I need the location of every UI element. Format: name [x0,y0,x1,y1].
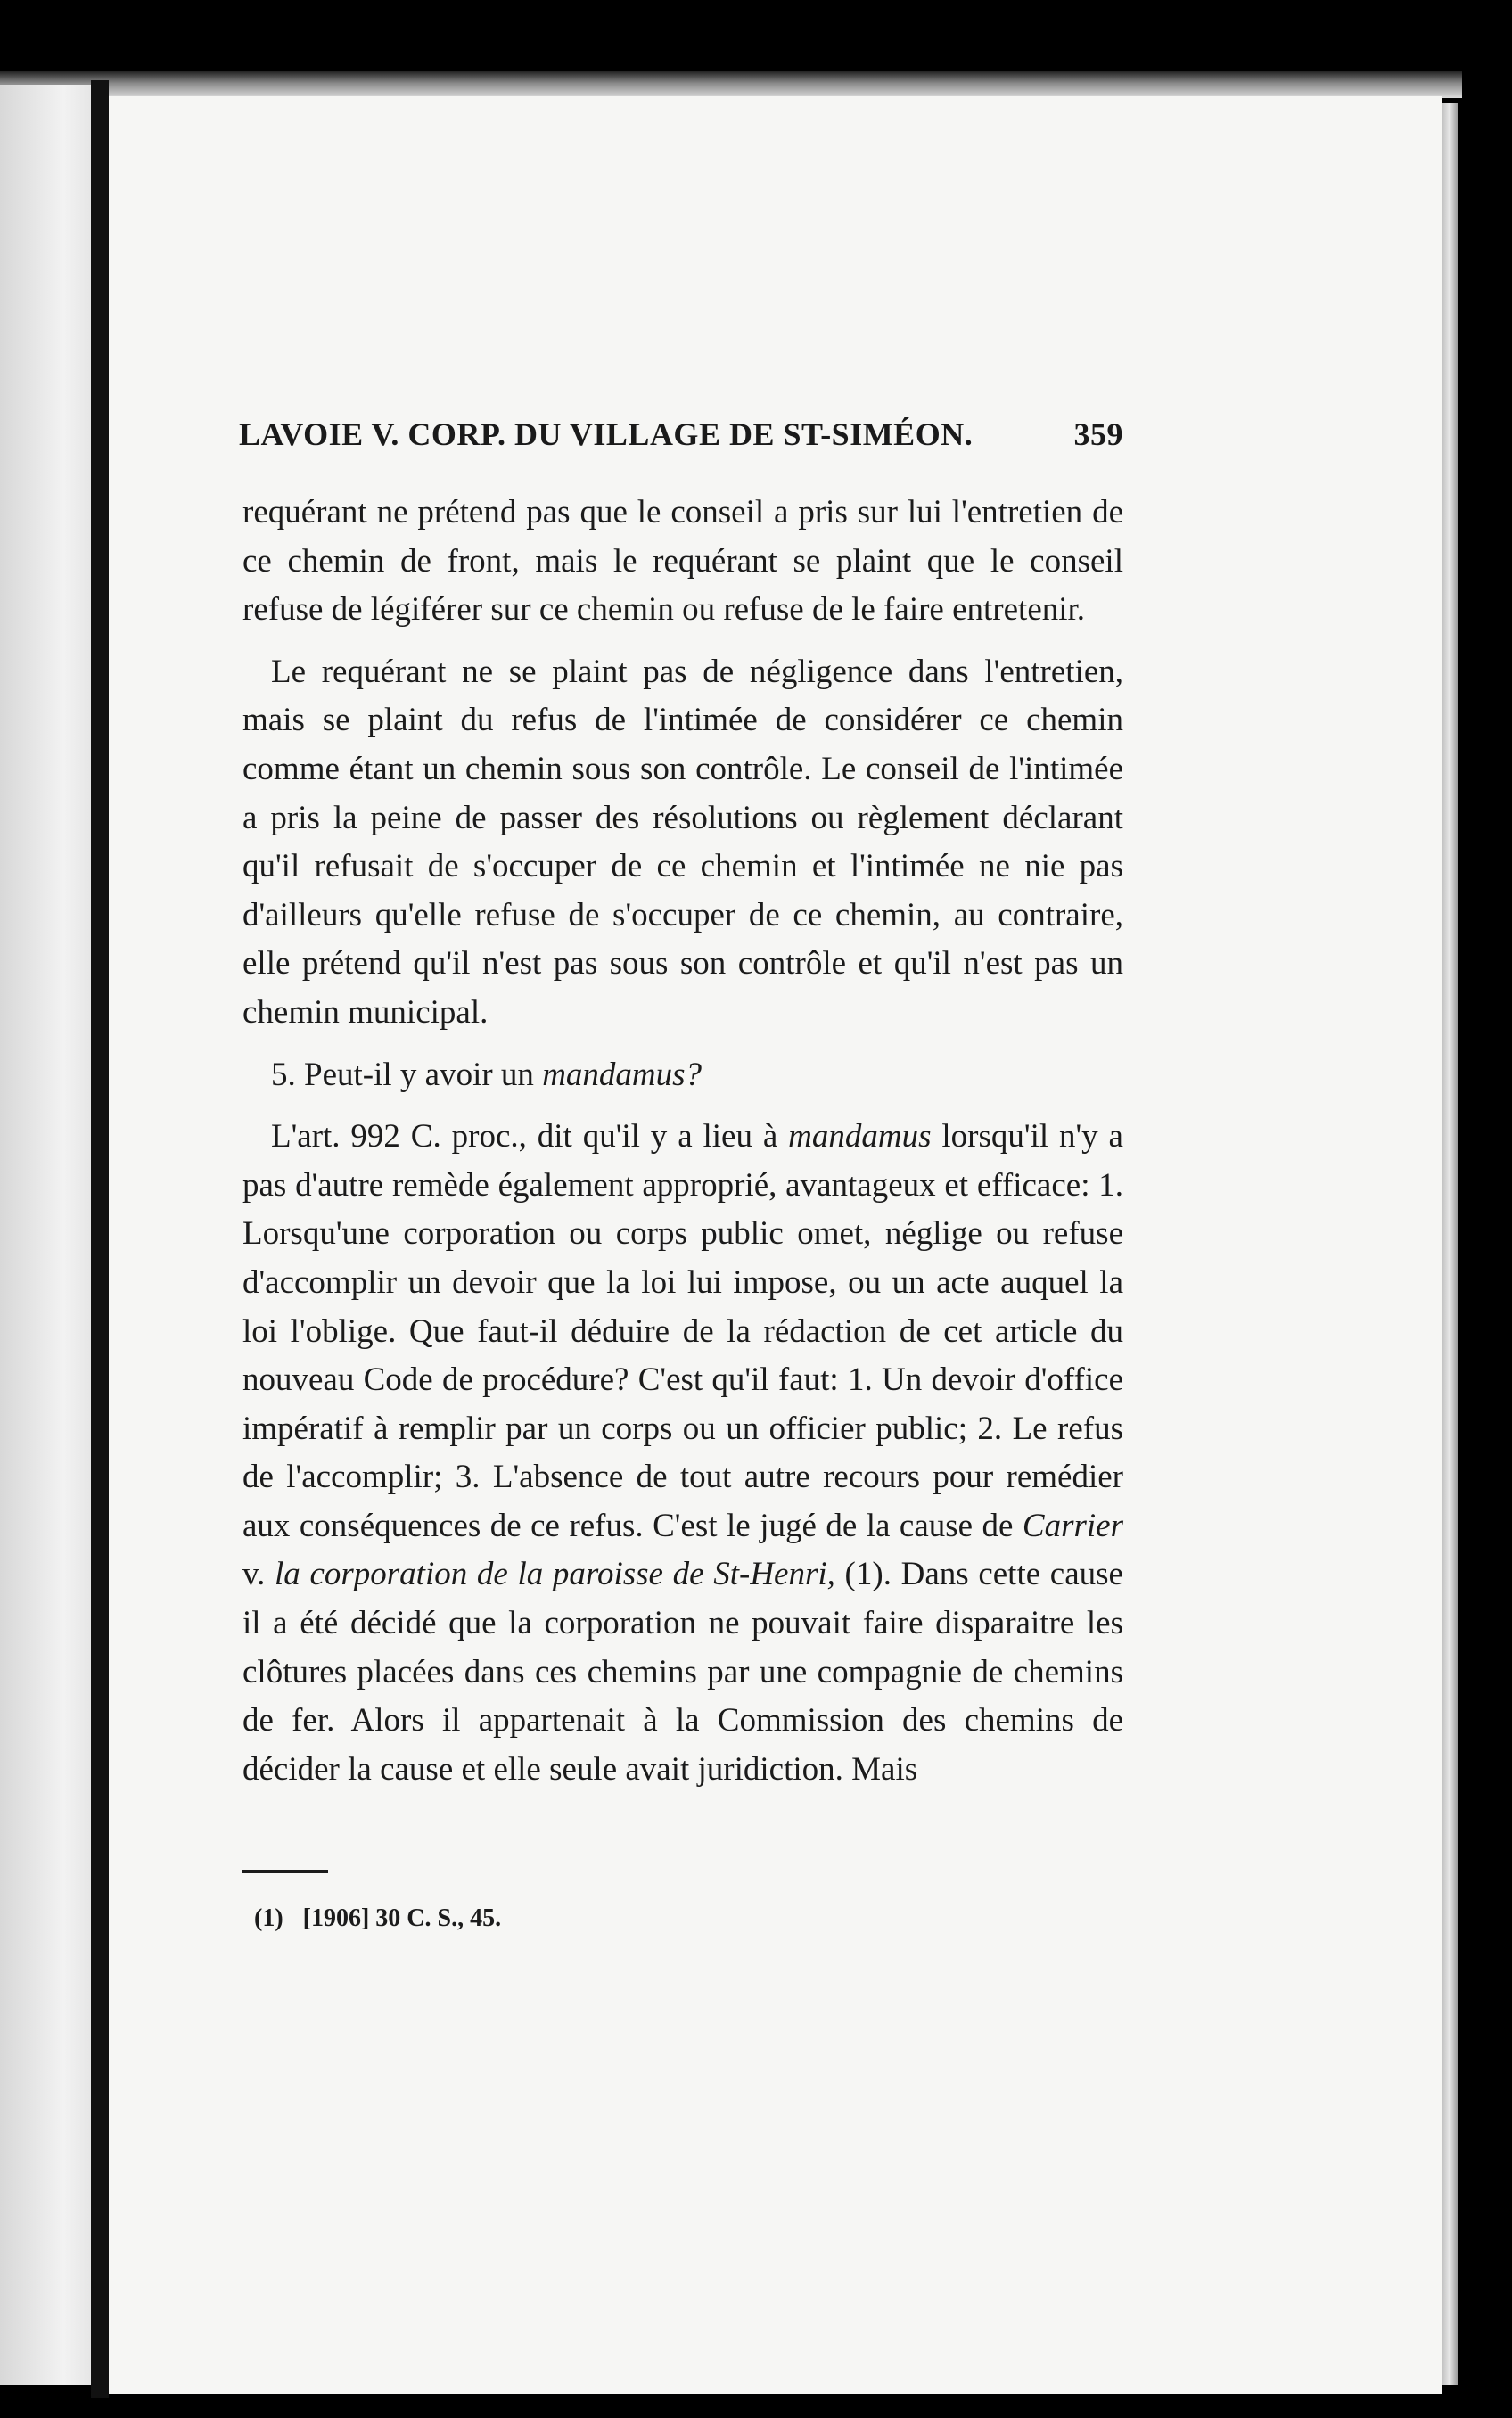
paragraph-3-part-a: L'art. 992 C. proc., dit qu'il y a lieu à [271,1118,789,1156]
page-number: 359 [1073,416,1123,452]
footnote-text: [1906] 30 C. S., 45. [302,1904,502,1932]
facing-page-edge [0,85,91,2385]
paragraph-3 [242,1113,1123,1794]
case-party: la corporation de la paroisse de St-Henri, [275,1556,835,1593]
running-header [239,415,1123,453]
versus: v. [242,1556,275,1593]
section-heading-text: 5. Peut-il y avoir un [271,1056,543,1093]
paragraph-3-part-c: (1). Dans cette cause il a été décidé que la corporation ne pouvait faire disparaitre les clôtures placées dans ces chemins par une compagnie de chemins de fer. Alors il appartenait à la Commission des chemins de décider la cause et elle seule avait juridiction. Mais [242,1556,1123,1788]
footnote [254,1904,501,1933]
book-top-edge [0,71,1462,98]
section-heading-italic: mandamus? [542,1056,703,1093]
page-fore-edge [1442,103,1458,2385]
paragraph-3-part-b: lorsqu'il n'y a pas d'autre remède également approprié, avantageux et efficace: 1. Lorsqu'une corporation ou corps public omet, néglige ou refuse d'accomplir un devoir que la loi lui impose, ou un acte auquel la loi l'oblige. Que faut-il déduire de la rédaction de cet article du nouveau Code de procédure? C'est qu'il faut: 1. Un devoir d'office impératif à remplir par un corps ou un officier public; 2. Le refus de l'accomplir; 3. L'absence de tout autre recours pour remédier aux conséquences de ce refus. C'est le jugé de la cause de [242,1118,1123,1544]
book-gutter [91,80,109,2398]
mandamus-term: mandamus [788,1118,932,1156]
paragraph-2: Le requérant ne se plaint pas de négligence dans l'entretien, mais se plaint du refus de l'intimée de considérer ce chemin comme étant un chemin sous son contrôle. Le conseil de l'intimée a pris la peine de passer des résolutions ou règlement déclarant qu'il refusait de s'occuper de ce chemin et l'intimée ne nie pas d'ailleurs qu'elle refuse de s'occuper de ce chemin, au contraire, elle prétend qu'il n'est pas sous son contrôle et qu'il n'est pas un chemin municipal. [242,653,1123,1031]
section-heading-5 [242,1051,1123,1100]
running-title: LAVOIE V. CORP. DU VILLAGE DE ST-SIMÉON. [239,416,974,452]
case-name: Carrier [1022,1507,1123,1544]
footnote-rule [242,1870,328,1873]
footnote-number: (1) [254,1904,284,1932]
paragraph-1: requérant ne prétend pas que le conseil a pris sur lui l'entretien de ce chemin de front, mais le requérant se plaint que le conseil refuse de légiférer sur ce chemin ou refuse de le faire entretenir. [242,494,1123,629]
body-text [242,489,1123,1794]
